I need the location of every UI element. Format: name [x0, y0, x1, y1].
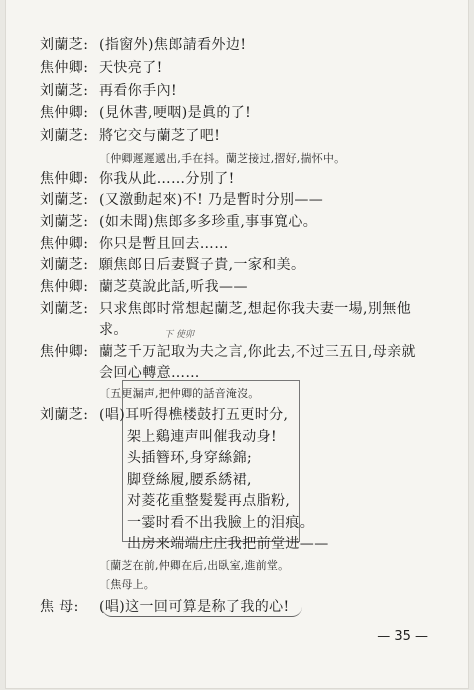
speaker-label: 焦仲卿: [40, 344, 89, 360]
speaker-label: 焦仲卿: [40, 171, 89, 187]
speaker-label: 刘蘭芝: [40, 301, 89, 317]
speaker-label: 刘蘭芝: [40, 192, 89, 208]
dialogue-text: 你我从此……分別了! [99, 171, 235, 187]
stage-direction-text: 〔五更漏声,把仲卿的話音淹沒。 [99, 387, 260, 400]
stage-direction-text: 〔仲卿遲遲遞出,手在抖。蘭芝接过,摺好,揣怀中。 [99, 152, 346, 165]
handwritten-annotation: 下 使卯 [164, 330, 194, 340]
speaker-label: 焦仲卿: [40, 279, 89, 295]
speaker-label: 焦仲卿: [40, 236, 89, 252]
speaker-label: 刘蘭芝: [40, 407, 89, 423]
dialogue-text: 会回心轉意…… [99, 365, 200, 381]
speaker-label: 焦仲卿: [40, 60, 89, 76]
dialogue-text: 願焦郎日后妻賢子貴,一家和美。 [99, 257, 306, 273]
dialogue-text: 蘭芝千万記取为夫之言,你此去,不过三五日,母亲就 [99, 344, 416, 360]
verse-text: 对菱花重整髮髮再点脂粉, [127, 493, 291, 509]
dialogue-text: 只求焦郎时常想起蘭芝,想起你我夫妻一場,別無他 [99, 301, 412, 317]
dialogue-text: (又激動起來)不! 乃是暫时分別—— [99, 192, 324, 208]
speaker-label: 焦 母: [40, 599, 79, 615]
stage-direction-text: 〔焦母上。 [99, 578, 155, 591]
dialogue-text: (指窗外)焦郎請看外边! [99, 37, 247, 53]
speaker-label: 刘蘭芝: [40, 128, 89, 144]
dialogue-text: (見休書,哽咽)是眞的了! [99, 105, 252, 121]
verse-text: 架上鷄連声叫催我动身! [127, 429, 278, 445]
dialogue-text: 你只是暫且回去…… [99, 236, 229, 252]
speaker-label: 刘蘭芝: [40, 214, 89, 230]
dialogue-text: 求。 [99, 322, 128, 338]
speaker-label: 刘蘭芝: [40, 37, 89, 53]
dialogue-text: 天快亮了! [99, 60, 163, 76]
dialogue-text: 將它交与蘭芝了吧! [99, 128, 221, 144]
stage-direction-text: 〔蘭芝在前,仲卿在后,出臥室,進前堂。 [99, 559, 290, 572]
dialogue-text: (唱)耳听得樵楼鼓打五更时分, [99, 407, 289, 423]
verse-text: 出房来端端庄庄我把前堂进—— [127, 536, 329, 552]
dialogue-text: (唱)这一回可算是称了我的心! [99, 599, 290, 615]
speaker-label: 刘蘭芝: [40, 83, 89, 99]
speaker-label: 焦仲卿: [40, 105, 89, 121]
verse-text: 一霎时看不出我臉上的泪痕。 [127, 515, 315, 531]
dialogue-text: (如未聞)焦郎多多珍重,事事寬心。 [99, 214, 318, 230]
book-page [6, 0, 468, 688]
dialogue-text: 再看你手內! [99, 83, 178, 99]
verse-text: 头插簪环,身穿絲錦; [127, 450, 253, 466]
dialogue-text: 蘭芝莫說此話,听我—— [99, 279, 248, 295]
speaker-label: 刘蘭芝: [40, 257, 89, 273]
page-number: — 35 — [377, 629, 428, 644]
verse-text: 脚登絲履,腰系綉裙, [127, 472, 252, 488]
